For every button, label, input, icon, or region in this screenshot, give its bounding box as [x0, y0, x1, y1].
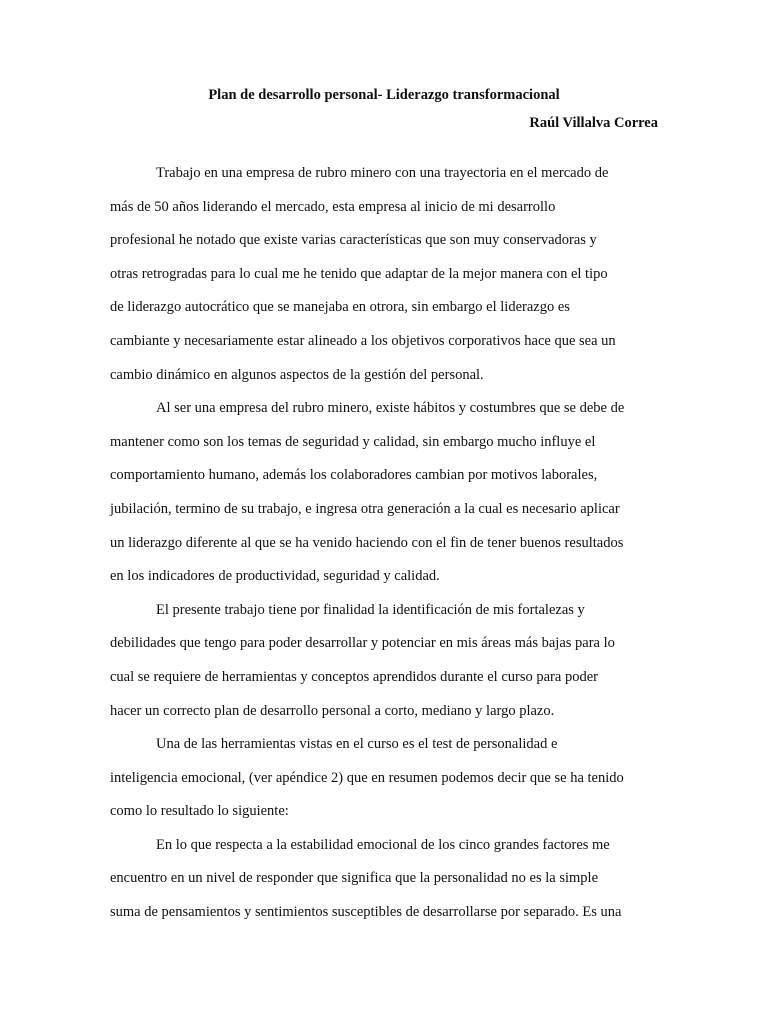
paragraph-line: Trabajo en una empresa de rubro minero con una trayectoria en el mercado de — [156, 165, 609, 181]
paragraph-line: En lo que respecta a la estabilidad emocional de los cinco grandes factores me — [156, 836, 610, 853]
document-author: Raúl Villalva Correa — [529, 115, 658, 131]
paragraph-line: Al ser una empresa del rubro minero, existe hábitos y costumbres que se debe de — [156, 400, 625, 417]
paragraph-line: otras retrogradas para lo cual me he tenido que adaptar de la mejor manera con el tipo — [110, 265, 608, 282]
paragraph — [110, 157, 658, 392]
paragraph-line: mantener como son los temas de seguridad y calidad, sin embargo mucho influye el — [110, 433, 596, 450]
paragraph-line: un liderazgo diferente al que se ha venido haciendo con el fin de tener buenos resultados — [110, 534, 624, 551]
paragraph — [110, 829, 658, 930]
paragraph — [110, 392, 658, 594]
paragraph — [110, 594, 658, 728]
paragraph-line: como lo resultado lo siguiente: — [110, 803, 289, 820]
paragraph-line: El presente trabajo tiene por finalidad la identificación de mis fortalezas y — [156, 601, 585, 618]
paragraph-line: cual se requiere de herramientas y conceptos aprendidos durante el curso para poder — [110, 668, 598, 685]
paragraph-line: profesional he notado que existe varias características que son muy conservadoras y — [110, 232, 597, 249]
paragraph-line: comportamiento humano, además los colaboradores cambian por motivos laborales, — [110, 467, 598, 484]
paragraph-line: suma de pensamientos y sentimientos susceptibles de desarrollarse por separado. Es una — [110, 904, 622, 921]
paragraph-line: en los indicadores de productividad, seguridad y calidad. — [110, 568, 440, 585]
paragraph-line: hacer un correcto plan de desarrollo personal a corto, mediano y largo plazo. — [110, 702, 555, 719]
paragraph-line: inteligencia emocional, (ver apéndice 2) que en resumen podemos decir que se ha tenido — [110, 769, 624, 786]
paragraph — [110, 728, 658, 829]
paragraph-line: Una de las herramientas vistas en el curso es el test de personalidad e — [156, 736, 558, 753]
paragraph-line: cambiante y necesariamente estar alineado a los objetivos corporativos hace que sea un — [110, 332, 616, 349]
paragraph-line: de liderazgo autocrático que se manejaba en otrora, sin embargo el liderazgo es — [110, 299, 570, 316]
paragraph-line: debilidades que tengo para poder desarrollar y potenciar en mis áreas más bajas para lo — [110, 635, 615, 652]
paragraph-line: encuentro en un nivel de responder que significa que la personalidad no es la simple — [110, 870, 599, 887]
document-body — [110, 157, 658, 930]
paragraph-line: cambio dinámico en algunos aspectos de la gestión del personal. — [110, 366, 484, 383]
paragraph-line: jubilación, termino de su trabajo, e ingresa otra generación a la cual es necesario aplicar — [110, 500, 620, 517]
paragraph-line: más de 50 años liderando el mercado, esta empresa al inicio de mi desarrollo — [110, 198, 556, 215]
document-title: Plan de desarrollo personal- Liderazgo transformacional — [208, 87, 560, 103]
